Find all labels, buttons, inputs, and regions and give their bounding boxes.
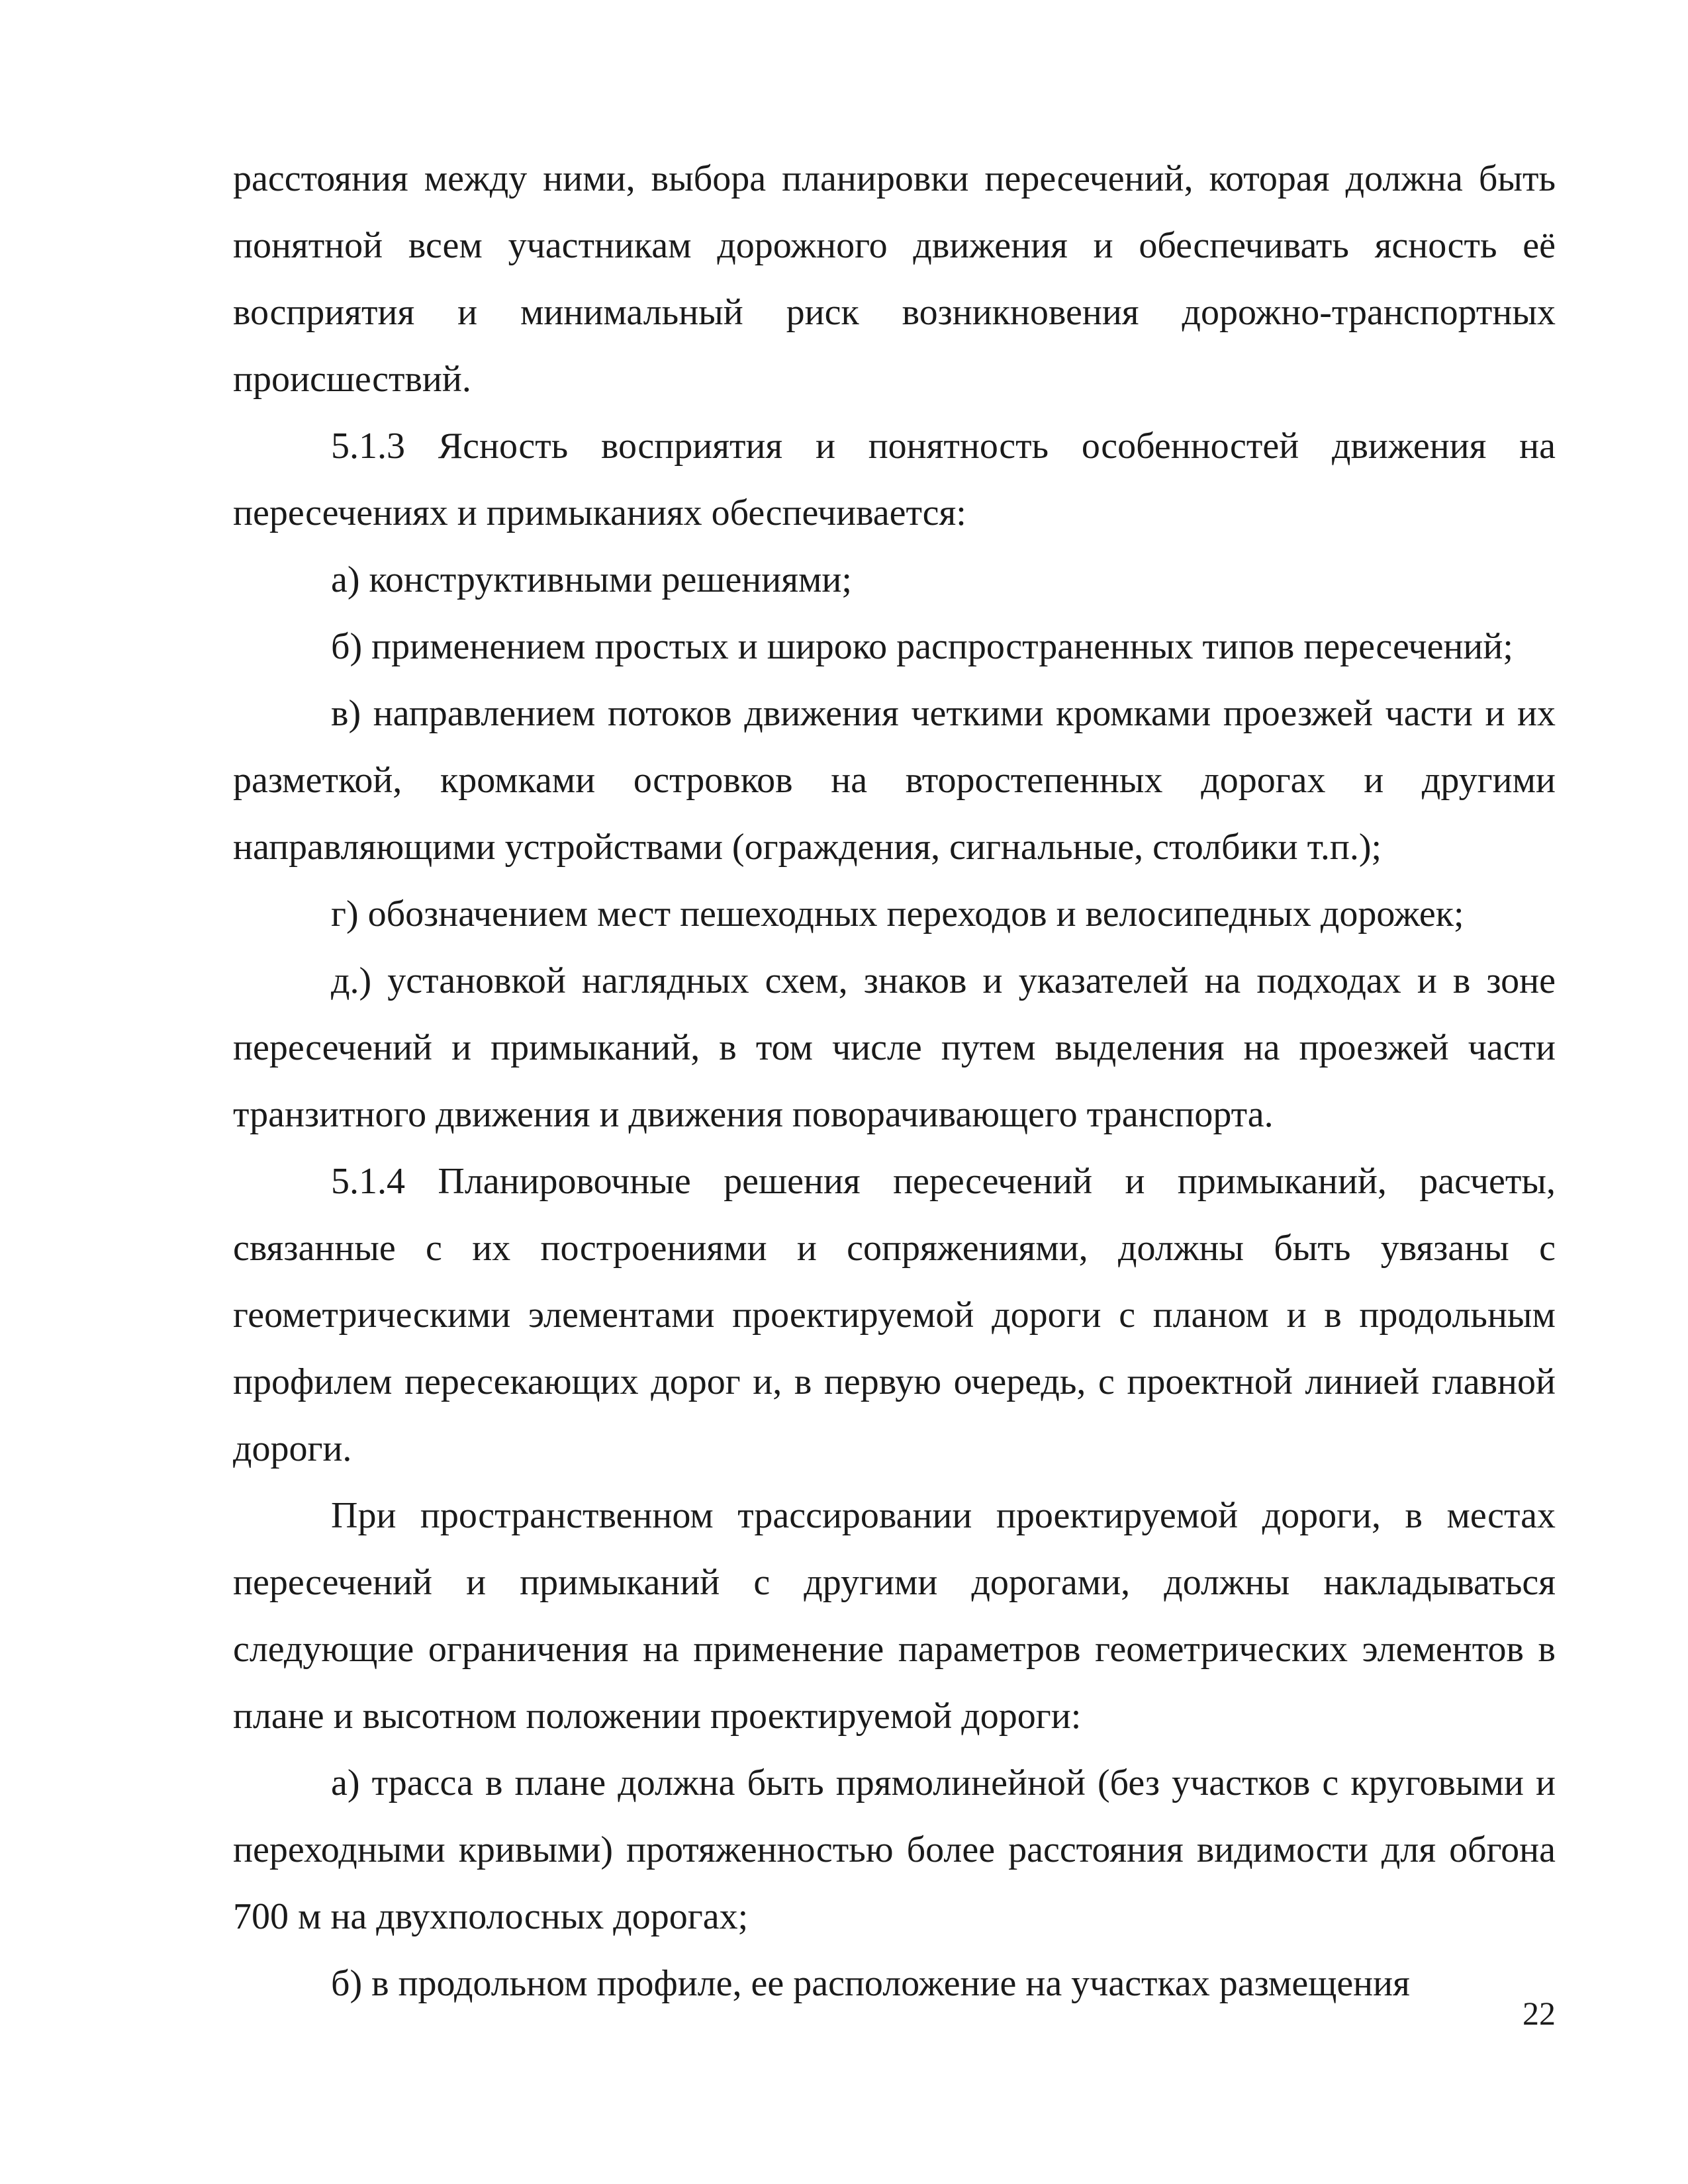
list-item-b-profile: б) в продольном профиле, ее расположение на участках размещения [331, 1963, 1410, 2004]
list-item-v: в) направлением потоков движения четкими кромками проезжей части и их разметкой, кромками островков на второстепенных дорогах и другими направляющими устройствами (ограждения, сигнальные, столбики т.п.); [233, 693, 1556, 868]
paragraph-spatial-routing: При пространственном трассировании проектируемой дороги, в местах пересечений и примыканий с другими дорогами, должны накладываться следующие ограничения на применение параметров геометрических элементов в плане и высотном положении проектируемой дороги: [233, 1495, 1556, 1737]
paragraph-continuation: расстояния между ними, выбора планировки пересечений, которая должна быть понятной всем участникам дорожного движения и обеспечивать ясность её восприятия и минимальный риск возникновения дорожно-транспортных происшествий. [233, 158, 1556, 400]
list-item-b: б) применением простых и широко распространенных типов пересечений; [331, 626, 1513, 667]
list-item-d: д.) установкой наглядных схем, знаков и указателей на подходах и в зоне пересечений и примыканий, в том числе путем выделения на проезжей части транзитного движения и движения поворачивающего транспорта. [233, 960, 1556, 1135]
document-body [233, 146, 1556, 2017]
list-item-a: а) конструктивными решениями; [331, 559, 852, 600]
list-item-a-plan: а) трасса в плане должна быть прямолинейной (без участков с круговыми и переходными кривыми) протяженностью более расстояния видимости для обгона 700 м на двухполосных дорогах; [233, 1762, 1556, 1937]
paragraph-5-1-3: 5.1.3 Ясность восприятия и понятность особенностей движения на пересечениях и примыканиях обеспечивается: [233, 426, 1556, 533]
list-item-g: г) обозначением мест пешеходных переходов и велосипедных дорожек; [331, 893, 1464, 934]
paragraph-5-1-4: 5.1.4 Планировочные решения пересечений и примыканий, расчеты, связанные с их построениями и сопряжениями, должны быть увязаны с геометрическими элементами проектируемой дороги с планом и в продольным профилем пересекающих дорог и, в первую очередь, с проектной линией главной дороги. [233, 1161, 1556, 1469]
page-number: 22 [1523, 1995, 1556, 2032]
